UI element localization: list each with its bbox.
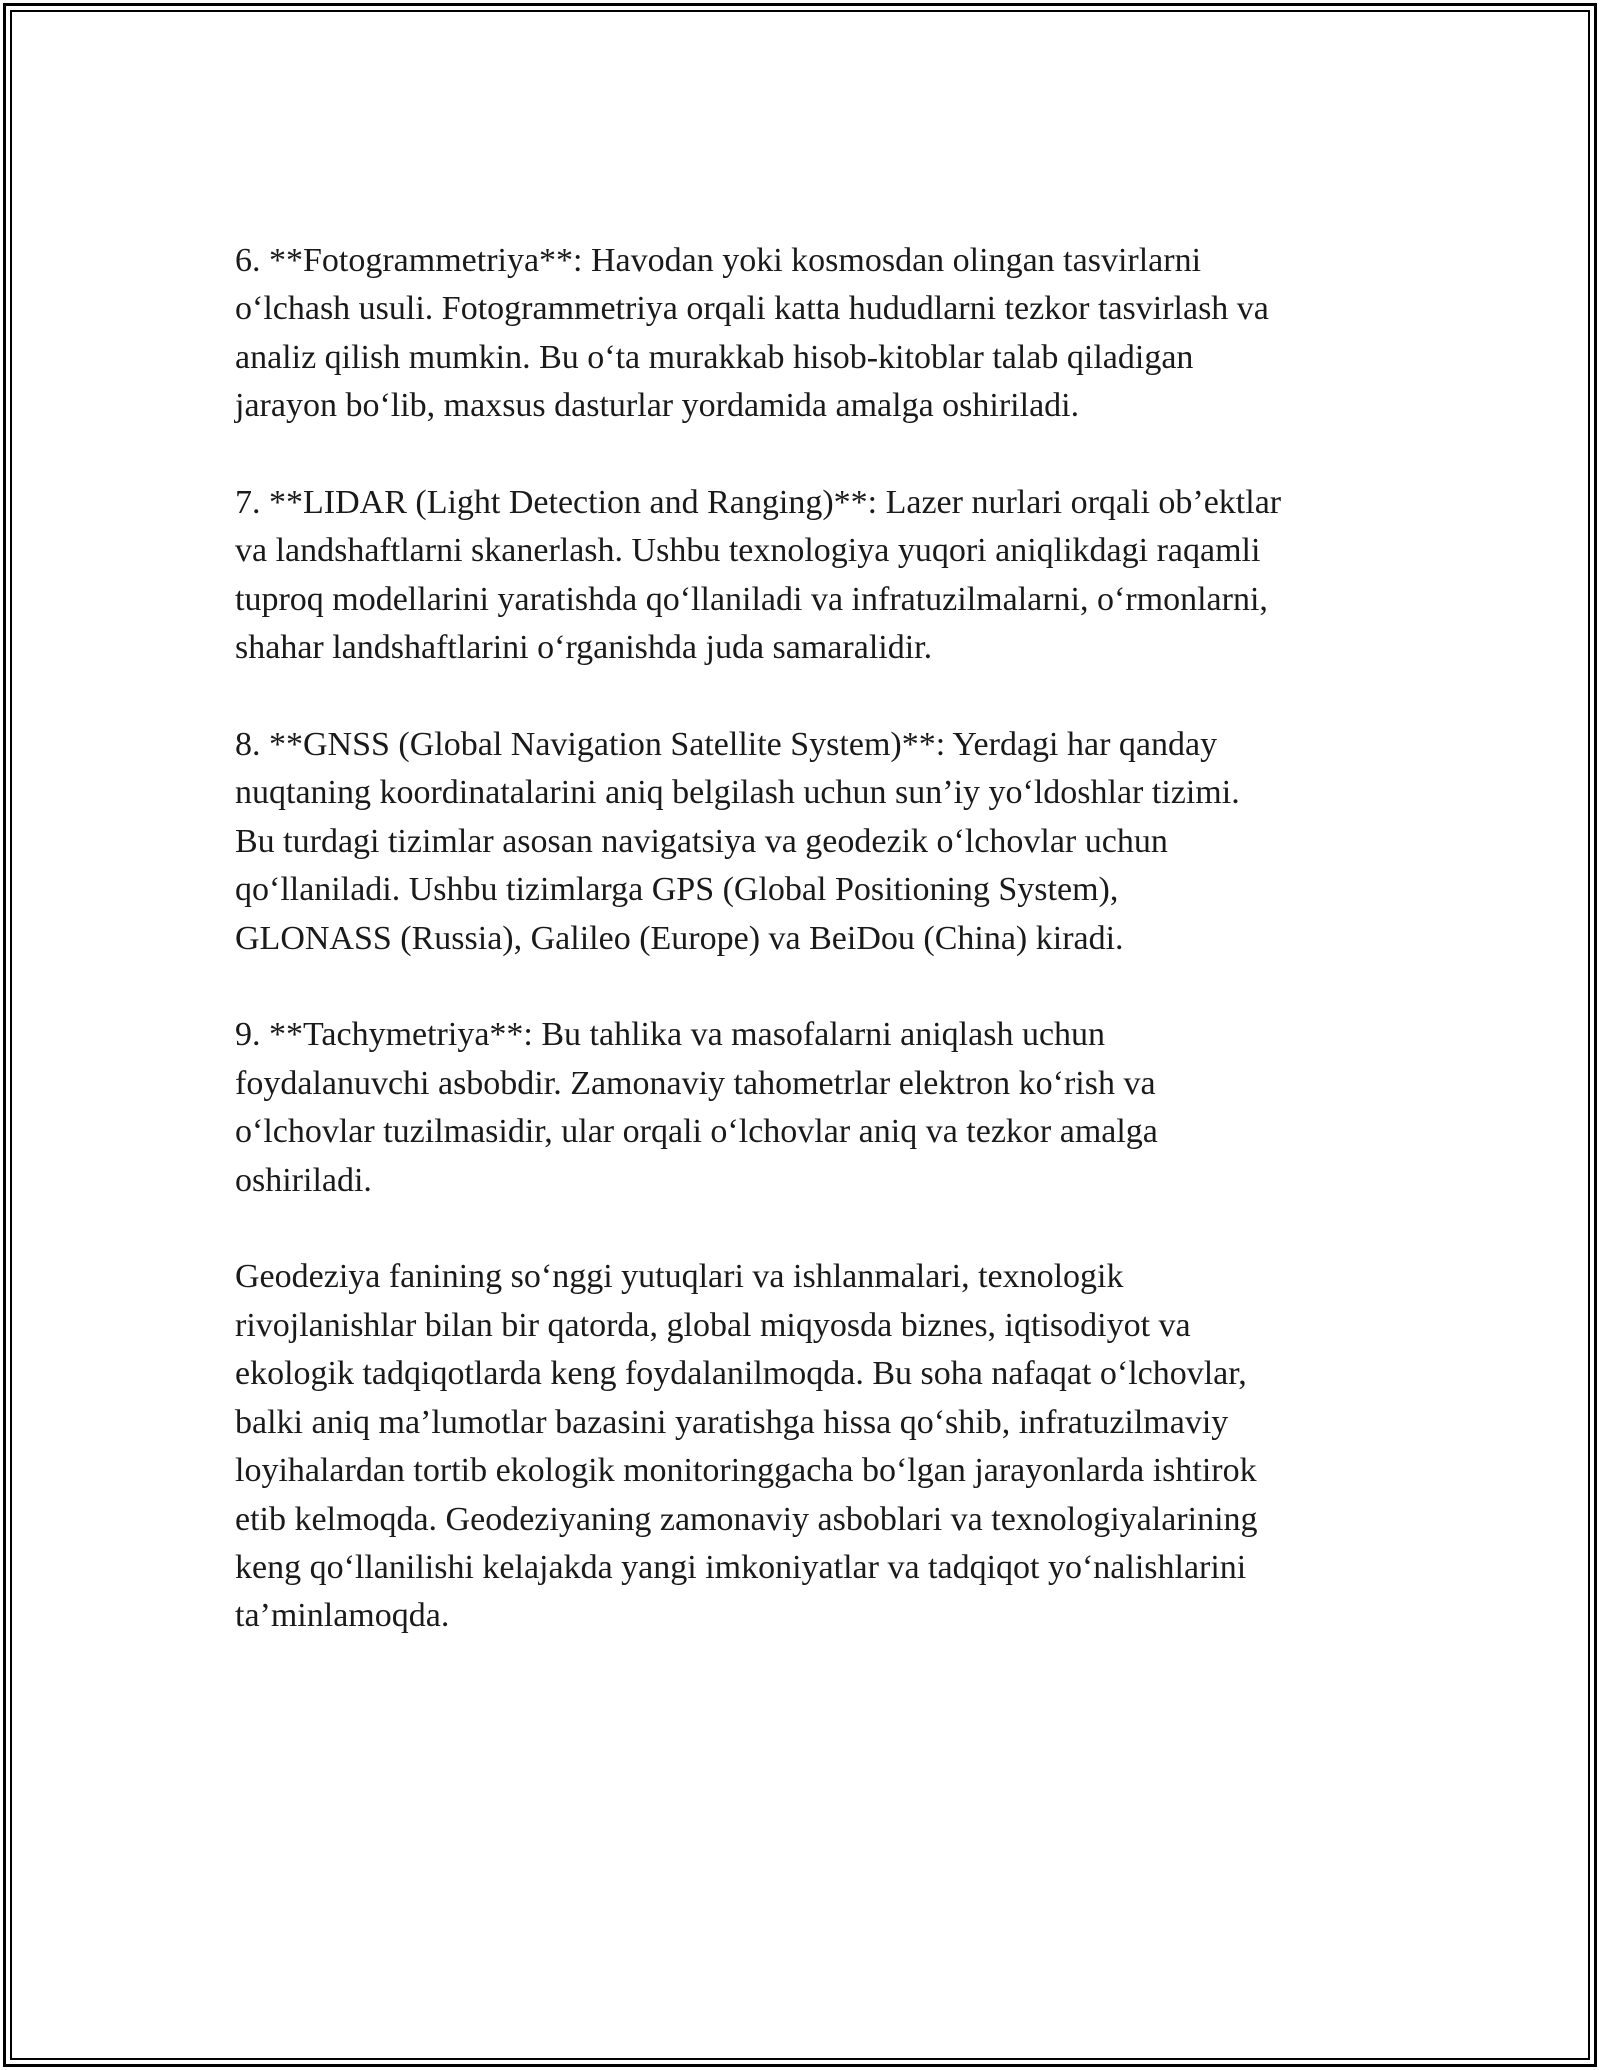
text-line: shahar landshaftlarini o‘rganishda juda samaralidir.: [235, 629, 933, 667]
text-line: GLONASS (Russia), Galileo (Europe) va BeiDou (China) kiradi.: [235, 919, 1124, 957]
document-body: [235, 237, 1375, 1689]
paragraph-tachymetriya: [235, 1011, 1375, 1205]
text-line: foydalanuvchi asbobdir. Zamonaviy tahometrlar elektron ko‘rish va: [235, 1064, 1156, 1102]
text-line: o‘lchovlar tuzilmasidir, ular orqali o‘lchovlar aniq va tezkor amalga: [235, 1113, 1158, 1151]
text-line: loyihalardan tortib ekologik monitoringgacha bo‘lgan jarayonlarda ishtirok: [235, 1452, 1257, 1490]
text-line: nuqtaning koordinatalarini aniq belgilash uchun sun’iy yo‘ldoshlar tizimi.: [235, 774, 1240, 812]
text-line: 8. **GNSS (Global Navigation Satellite System)**: Yerdagi har qanday: [235, 726, 1218, 764]
paragraph-conclusion: [235, 1253, 1375, 1640]
text-line: balki aniq ma’lumotlar bazasini yaratishga hissa qo‘shib, infratuzilmaviy: [235, 1403, 1229, 1441]
text-line: o‘lchash usuli. Fotogrammetriya orqali katta hududlarni tezkor tasvirlash va: [235, 290, 1269, 328]
paragraph-gnss: [235, 721, 1375, 963]
text-line: analiz qilish mumkin. Bu o‘ta murakkab hisob-kitoblar talab qiladigan: [235, 338, 1194, 376]
text-line: keng qo‘llanilishi kelajakda yangi imkoniyatlar va tadqiqot yo‘nalishlarini: [235, 1548, 1247, 1586]
text-line: 6. **Fotogrammetriya**: Havodan yoki kosmosdan olingan tasvirlarni: [235, 242, 1202, 279]
text-line: tuproq modellarini yaratishda qo‘llaniladi va infratuzilmalarni, o‘rmonlarni,: [235, 580, 1268, 618]
text-line: etib kelmoqda. Geodeziyaning zamonaviy asboblari va texnologiyalarining: [235, 1500, 1258, 1538]
text-line: 7. **LIDAR (Light Detection and Ranging)**: Lazer nurlari orqali ob’ektlar: [235, 484, 1282, 522]
text-line: oshiriladi.: [235, 1161, 372, 1199]
text-line: jarayon bo‘lib, maxsus dasturlar yordamida amalga oshiriladi.: [235, 387, 1080, 425]
text-line: 9. **Tachymetriya**: Bu tahlika va masofalarni aniqlash uchun: [235, 1016, 1106, 1054]
text-line: ta’minlamoqda.: [235, 1597, 450, 1635]
text-line: va landshaftlarni skanerlash. Ushbu texnologiya yuqori aniqlikdagi raqamli: [235, 532, 1261, 570]
text-line: Bu turdagi tizimlar asosan navigatsiya va geodezik o‘lchovlar uchun: [235, 822, 1168, 860]
paragraph-lidar: [235, 479, 1375, 673]
paragraph-fotogrammetriya: [235, 237, 1375, 431]
text-line: qo‘llaniladi. Ushbu tizimlarga GPS (Global Positioning System),: [235, 871, 1119, 909]
text-line: Geodeziya fanining so‘nggi yutuqlari va ishlanmalari, texnologik: [235, 1258, 1124, 1296]
text-line: rivojlanishlar bilan bir qatorda, global miqyosda biznes, iqtisodiyot va: [235, 1306, 1191, 1344]
text-line: ekologik tadqiqotlarda keng foydalanilmoqda. Bu soha nafaqat o‘lchovlar,: [235, 1355, 1247, 1393]
